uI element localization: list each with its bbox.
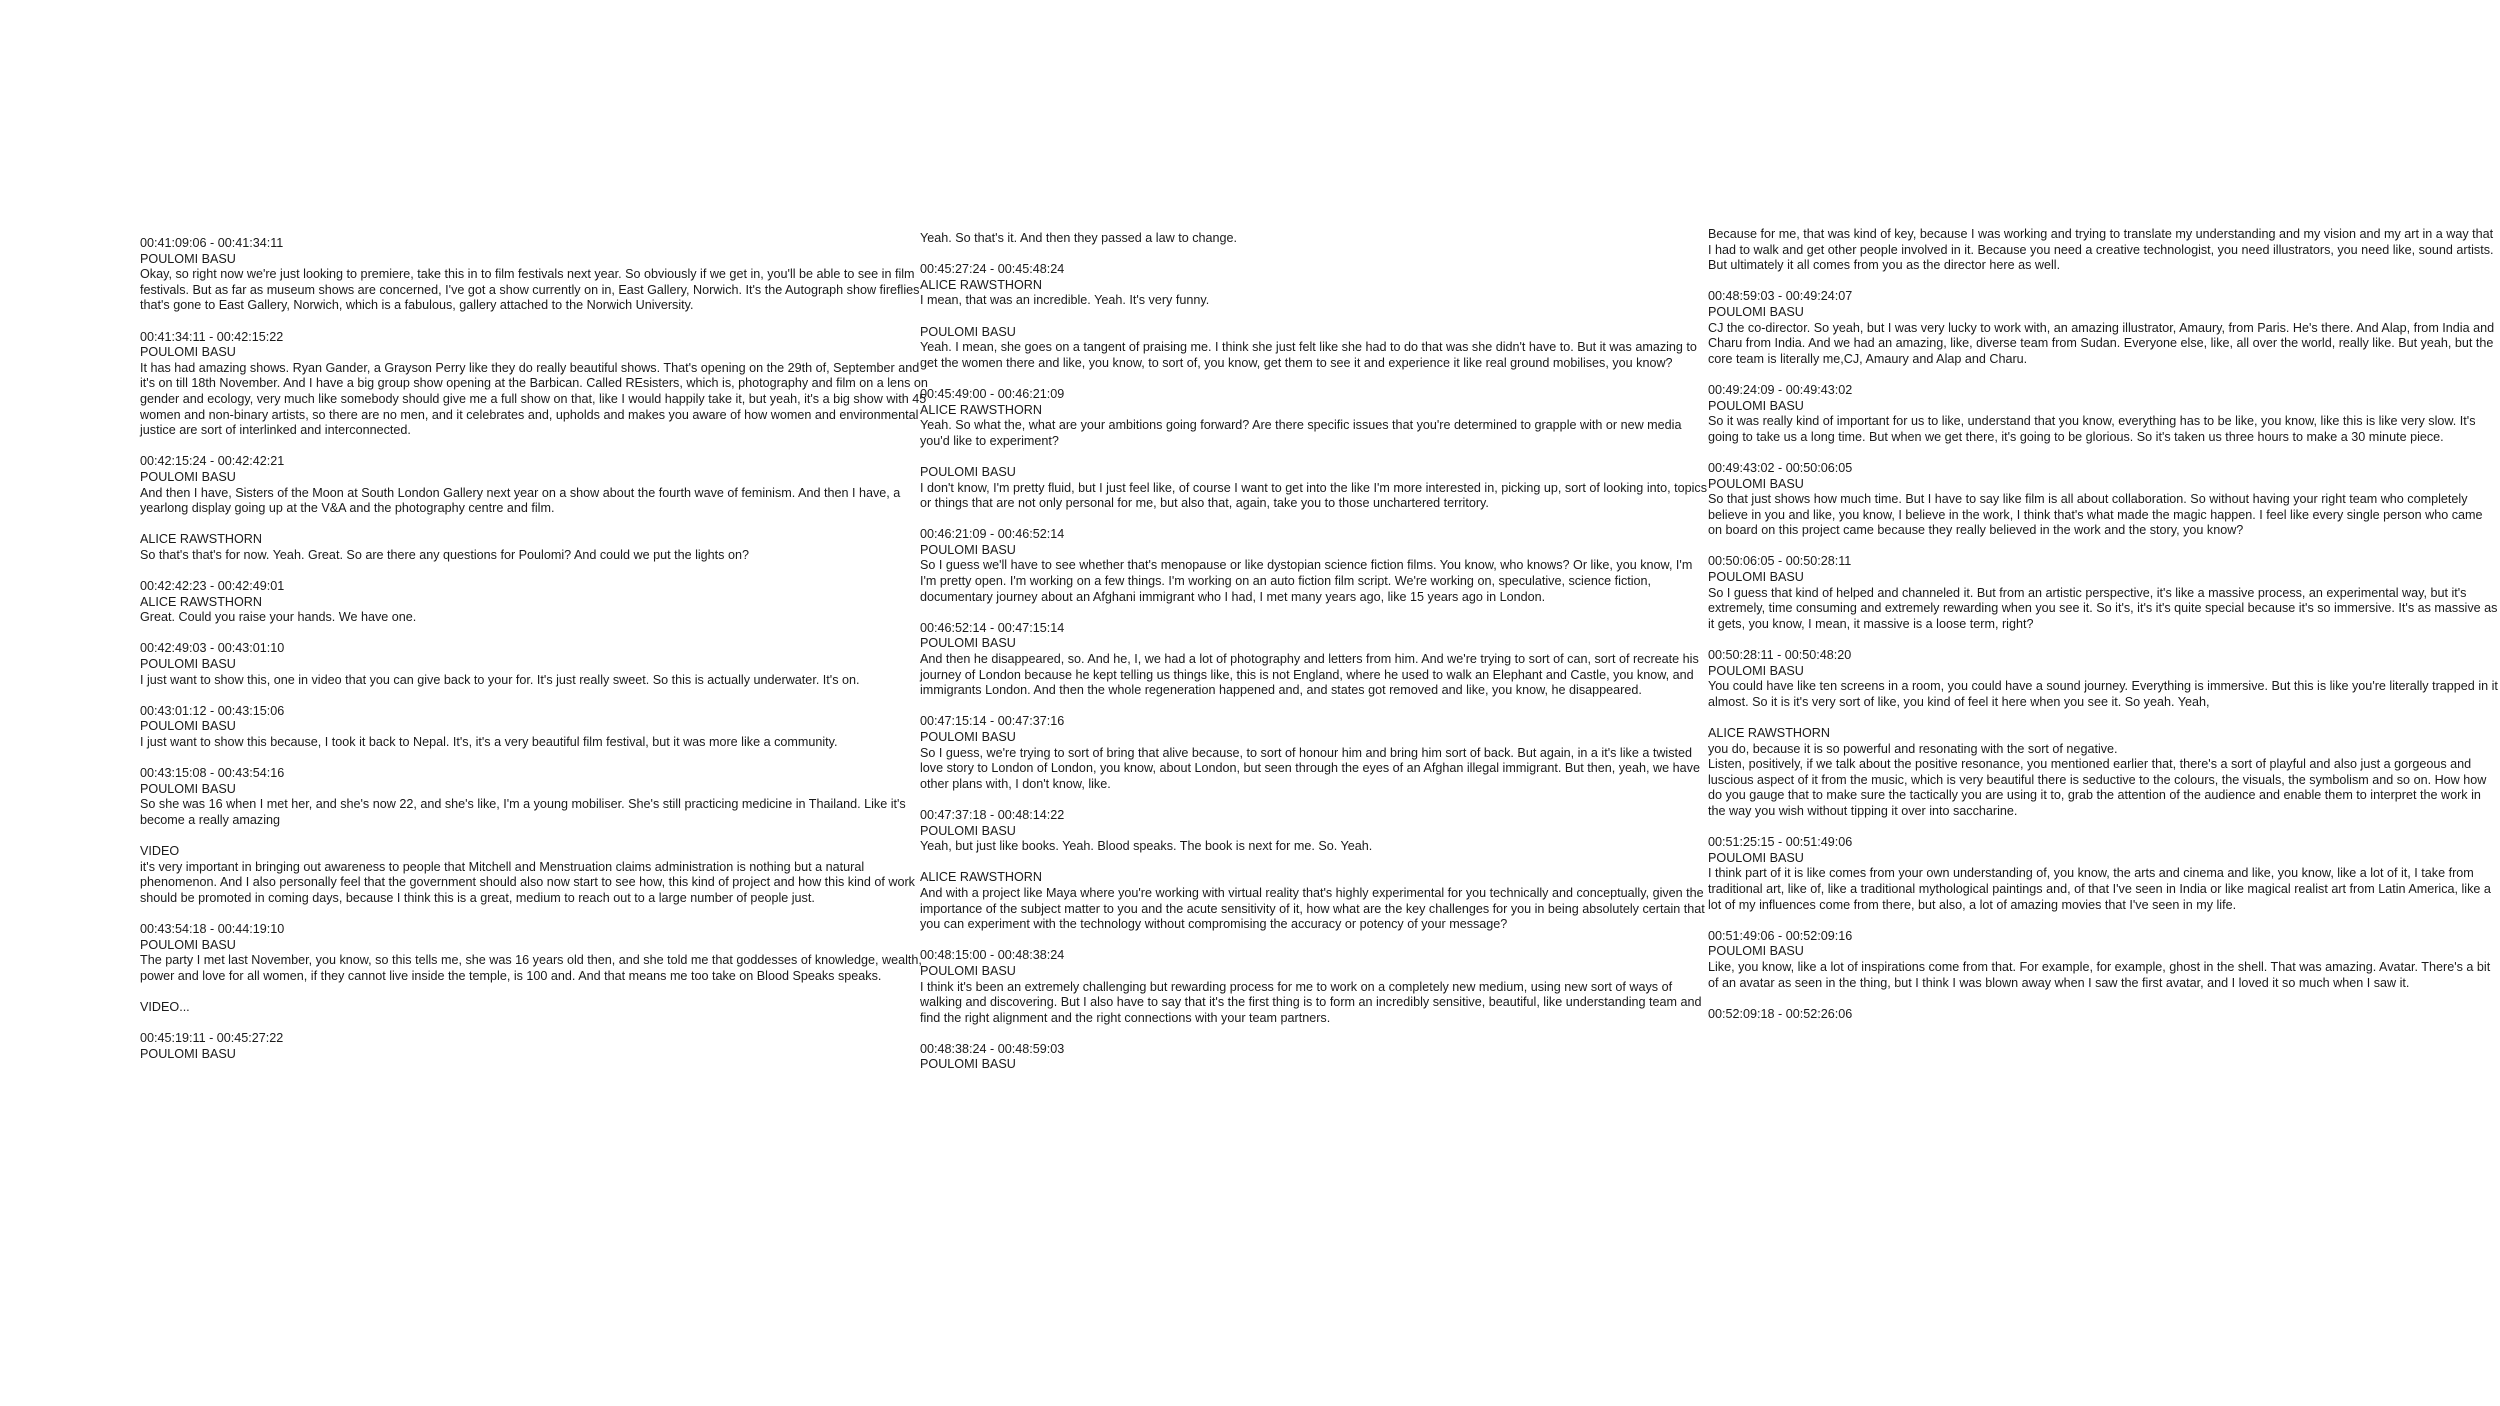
transcript-text: I just want to show this, one in video that you can give back to your for. It's just really sweet. So this is actually underwater. It's on. (140, 672, 860, 687)
transcript-text: So that just shows how much time. But I have to say like film is all about collaboration. So without having your right team who completely believe in you and like, you know, I believe in the work, I think that's what made the magic happen. I feel like every single person who came on board on this project came because they really believed in the work and the story, you know? (1708, 492, 2483, 538)
timestamp: 00:45:49:00 - 00:46:21:09 (920, 386, 1065, 401)
speaker-name: POULOMI BASU (1708, 570, 1804, 585)
speaker-name: ALICE RAWSTHORN (920, 277, 1042, 292)
transcript-block (920, 1042, 1710, 1073)
transcript-block (1708, 929, 2498, 991)
transcript-block (140, 641, 930, 688)
transcript-text: I don't know, I'm pretty fluid, but I just feel like, of course I want to get into the like I'm more interested in, picking up, sort of looking into, topics or things that are not only personal for me, but also that, again, take you to those unchartered territory. (920, 480, 1708, 511)
transcript-block (140, 922, 930, 984)
transcript-block (140, 766, 930, 828)
speaker-name: POULOMI BASU (920, 636, 1016, 651)
transcript-text: CJ the co-director. So yeah, but I was very lucky to work with, an amazing illustrator, Amaury, from Paris. He's there. And Alap, from India and Charu from India. And we had an amazing, like, diverse team from Sudan. Everyone else, like, all over the world, really like. But yeah, but the core team is literally me,CJ, Amaury and Alap and Charu. (1708, 320, 2495, 366)
transcript-text: And with a project like Maya where you're working with virtual reality that's highly experimental for you technically and conceptually, given the importance of the subject matter to you and the acute sensitivity of it, how what are the key challenges for you in being absolutely certain that you can experiment with the technology without compromising the accuracy or potency of your message? (920, 885, 1705, 932)
speaker-name: POULOMI BASU (920, 1057, 1016, 1072)
timestamp: 00:48:38:24 - 00:48:59:03 (920, 1041, 1065, 1056)
speaker-name: POULOMI BASU (140, 937, 236, 952)
transcript-block (1708, 648, 2498, 710)
speaker-name: POULOMI BASU (140, 657, 236, 672)
timestamp: 00:46:52:14 - 00:47:15:14 (920, 620, 1065, 635)
transcript-block (920, 262, 1710, 309)
transcript-text: Yeah. So what the, what are your ambitions going forward? Are there specific issues that you're determined to grapple with or new media you'd like to experiment? (920, 418, 1682, 448)
speaker-name: POULOMI BASU (140, 345, 236, 360)
timestamp: 00:50:06:05 - 00:50:28:11 (1708, 554, 1852, 569)
speaker-name: POULOMI BASU (140, 469, 236, 484)
speaker-name: POULOMI BASU (1708, 944, 1804, 959)
transcript-text: So it was really kind of important for us to like, understand that you know, everything has to be like, you know, like this is like very slow. It's going to take us a long time. But when we get there, it's going to be glorious. So it's taken us three hours to make a 30 minute piece. (1708, 414, 2476, 444)
transcript-block (920, 527, 1710, 605)
transcript-text: So I guess that kind of helped and channeled it. But from an artistic perspective, it's like a massive process, an experimental way, but it's extremely, time consuming and extremely rewarding when you see it. So it's, it's it's quite special because it's so immersive. It's as massive as it gets, you know, I mean, it massive is a loose term, right? (1708, 585, 2498, 631)
timestamp: 00:45:27:24 - 00:45:48:24 (920, 262, 1065, 277)
transcript-block (140, 1000, 930, 1016)
transcript-text: So I guess we'll have to see whether that's menopause or like dystopian science fiction films. You know, who knows? Or like, you know, I'm I'm pretty open. I'm working on a few things. I'm working on an auto fiction film script. We're working on, speculative, science fiction, documentary journey about an Afghani immigrant who I had, I met many years ago, like 15 years ago in London. (920, 558, 1693, 604)
speaker-name: POULOMI BASU (1708, 850, 1804, 865)
transcript-block (920, 808, 1710, 855)
transcript-text: Yeah. So that's it. And then they passed a law to change. (920, 231, 1238, 245)
timestamp: 00:43:15:08 - 00:43:54:16 (140, 766, 285, 781)
transcript-block (1708, 383, 2498, 445)
transcript-text: And then I have, Sisters of the Moon at South London Gallery next year on a show about the fourth wave of feminism. And then I have, a yearlong display going up at the V&A and the photography centre and film. (140, 485, 901, 516)
speaker-name: ALICE RAWSTHORN (1708, 726, 1830, 740)
timestamp: 00:48:15:00 - 00:48:38:24 (920, 948, 1065, 963)
timestamp: 00:52:09:18 - 00:52:26:06 (1708, 1006, 1853, 1021)
timestamp: 00:49:24:09 - 00:49:43:02 (1708, 382, 1853, 397)
timestamp: 00:49:43:02 - 00:50:06:05 (1708, 460, 1853, 475)
column-content (140, 236, 930, 1078)
speaker-name: POULOMI BASU (140, 1046, 236, 1061)
speaker-name: POULOMI BASU (920, 730, 1016, 744)
timestamp: 00:42:49:03 - 00:43:01:10 (140, 641, 285, 656)
transcript-block (1708, 1007, 2498, 1023)
transcript-block (1708, 726, 2498, 820)
transcript-text: The party I met last November, you know, so this tells me, she was 16 years old then, and she told me that goddesses of knowledge, wealth, power and love for all women, if they cannot live inside the temple, is 100 and. And that means me too take on Blood Speaks speaks. (140, 953, 922, 983)
speaker-name: ALICE RAWSTHORN (920, 870, 1042, 885)
transcript-block (920, 870, 1710, 932)
transcript-text: So that's that's for now. Yeah. Great. So are there any questions for Poulomi? And could we put the lights on? (140, 547, 749, 562)
transcript-column-2 (920, 0, 1710, 1406)
transcript-block (140, 1031, 930, 1062)
timestamp: 00:41:34:11 - 00:42:15:22 (140, 329, 284, 344)
speaker-name: POULOMI BASU (920, 542, 1016, 557)
transcript-block (920, 714, 1710, 792)
transcript-block (920, 387, 1710, 449)
transcript-block (140, 454, 930, 516)
transcript-block (920, 325, 1710, 372)
transcript-block (140, 236, 930, 314)
speaker-name: POULOMI BASU (140, 251, 236, 266)
transcript-text: I think it's been an extremely challenging but rewarding process for me to work on a completely new medium, using new sort of ways of walking and discovering. But I also have to say that it's the first thing is to form an incredibly sensitive, beautiful, like understanding team and find the right alignment and the right connections with your team partners. (920, 979, 1702, 1025)
speaker-name: POULOMI BASU (140, 719, 236, 734)
transcript-text: So she was 16 when I met her, and she's now 22, and she's like, I'm a young mobiliser. She's still practicing medicine in Thailand. Like it's become a really amazing (140, 797, 906, 827)
speaker-name: ALICE RAWSTHORN (140, 532, 262, 547)
speaker-name: POULOMI BASU (1708, 476, 1804, 491)
speaker-name: POULOMI BASU (920, 823, 1016, 838)
transcript-text: it's very important in bringing out awareness to people that Mitchell and Menstruation claims administration is nothing but a natural phenomenon. And I also personally feel that the government should also now start to see how, this kind of project and how this kind of work should be promoted in coming days, because I think this is a great, medium to reach out to a large number of people just. (140, 859, 915, 905)
timestamp: 00:47:15:14 - 00:47:37:16 (920, 714, 1065, 729)
transcript-block (140, 704, 930, 751)
speaker-name: ALICE RAWSTHORN (920, 402, 1042, 417)
transcript-text: I think part of it is like comes from your own understanding of, you know, the arts and cinema and like, you know, like a lot of it, I take from traditional art, like of, like a traditional mythological paintings and, of that I've seen in India or like magical realist art from Latin America, like a lot of my influences come from there, but also, a lot of amazing movies that I've seen in my life. (1708, 866, 2491, 912)
timestamp: 00:42:15:24 - 00:42:42:21 (140, 454, 285, 469)
timestamp: 00:48:59:03 - 00:49:24:07 (1708, 289, 1853, 304)
speaker-name: ALICE RAWSTHORN (140, 594, 262, 609)
transcript-block (920, 621, 1710, 699)
transcript-block (920, 948, 1710, 1026)
transcript-text: I mean, that was an incredible. Yeah. It's very funny. (920, 293, 1210, 308)
transcript-text: And then he disappeared, so. And he, I, we had a lot of photography and letters from him. And we're trying to sort of can, sort of recreate his journey of London because he kept telling us things like, this is not England, where he used to walk an Elephant and Castle, you know, and immigrants London. And then the whole regeneration happened and, and states got removed and like, you know, he disappeared. (920, 652, 1699, 698)
transcript-text: Listen, positively, if we talk about the positive resonance, you mentioned earlier that, there's a sort of playful and also just a gorgeous and luscious aspect of it from the music, which is very beautiful there is seductive to the colours, the visuals, the symbolism and so on. How how do you gauge that to make sure the tactically you are using it to, grab the attention of the audience and enable them to interpret the work in the way you wish without tipping it over into saccharine. (1708, 757, 2487, 818)
timestamp: 00:43:54:18 - 00:44:19:10 (140, 922, 285, 937)
transcript-block (1708, 461, 2498, 539)
timestamp: 00:45:19:11 - 00:45:27:22 (140, 1031, 284, 1046)
transcript-text: Yeah. I mean, she goes on a tangent of praising me. I think she just felt like she had to do that was she didn't have to. But it was amazing to get the women there and like, you know, to sort of, you know, get them to see it and experience it like real ground mobilises, you know? (920, 340, 1697, 370)
transcript-text: It has had amazing shows. Ryan Gander, a Grayson Perry like they do really beautiful shows. That's opening on the 29th of, September and it's on till 18th November. And I have a big group show opening at the Barbican. Called REsisters, which is, photography and film on a lens on gender and ecology, very much like somebody should give me a full show on that, like I would happily take it, but yeah, it's a big show with 45 women and non-binary artists, so there are no men, and it celebrates and, upholds and makes you aware of how women and environmental justice are sort of interlinked and interconnected. (140, 360, 928, 438)
speaker-name: POULOMI BASU (920, 963, 1016, 978)
timestamp: 00:41:09:06 - 00:41:34:11 (140, 236, 284, 250)
timestamp: 00:50:28:11 - 00:50:48:20 (1708, 648, 1852, 663)
transcript-text: Okay, so right now we're just looking to premiere, take this in to film festivals next year. So obviously if we get in, you'll be able to see in film festivals. But as far as museum shows are concerned, I've got a show currently on in, East Gallery, Norwich. It's the Autograph show fireflies that's gone to East Gallery, Norwich, which is a fabulous, gallery attached to the Norwich University. (140, 267, 920, 313)
transcript-text: Great. Could you raise your hands. We have one. (140, 610, 417, 625)
transcript-column-1 (140, 0, 930, 1406)
transcript-block (1708, 227, 2498, 274)
column-content (920, 231, 1710, 1089)
timestamp: 00:47:37:18 - 00:48:14:22 (920, 807, 1065, 822)
transcript-text: Yeah, but just like books. Yeah. Blood speaks. The book is next for me. So. Yeah. (920, 839, 1373, 854)
transcript-block (140, 532, 930, 563)
speaker-name: POULOMI BASU (1708, 663, 1804, 678)
transcript-block (1708, 554, 2498, 632)
transcript-block (920, 465, 1710, 512)
speaker-name: VIDEO (140, 844, 180, 859)
speaker-name: POULOMI BASU (140, 781, 236, 796)
speaker-name: VIDEO... (140, 1000, 190, 1015)
transcript-block (1708, 835, 2498, 913)
transcript-text: I just want to show this because, I took it back to Nepal. It's, it's a very beautiful film festival, but it was more like a community. (140, 735, 838, 749)
timestamp: 00:51:25:15 - 00:51:49:06 (1708, 835, 1853, 850)
timestamp: 00:46:21:09 - 00:46:52:14 (920, 527, 1065, 542)
transcript-text: You could have like ten screens in a room, you could have a sound journey. Everything is immersive. But this is like you're literally trapped in it almost. So it is it's very sort of like, you kind of feel it here when you see it. So yeah. Yeah, (1708, 679, 2498, 709)
transcript-text: you do, because it is so powerful and resonating with the sort of negative. (1708, 741, 2118, 756)
transcript-text: So I guess, we're trying to sort of bring that alive because, to sort of honour him and bring him sort of back. But again, in a it's like a twisted love story to London of London, you know, about London, but seen through the eyes of an Afghan illegal immigrant. But then, yeah, we have other plans with, I don't know, like. (920, 745, 1700, 791)
speaker-name: POULOMI BASU (1708, 398, 1804, 413)
speaker-name: POULOMI BASU (1708, 304, 1804, 319)
transcript-block (920, 231, 1710, 247)
transcript-block (140, 579, 930, 626)
timestamp: 00:42:42:23 - 00:42:49:01 (140, 579, 285, 594)
transcript-column-3 (1708, 0, 2498, 1406)
transcript-text: Because for me, that was kind of key, because I was working and trying to translate my understanding and my vision and my art in a way that I had to walk and get other people involved in it. Because you need a creative technologist, you need illustrators, you need like, sound artists. But ultimately it all comes from you as the director here as well. (1708, 227, 2494, 273)
transcript-text: Like, you know, like a lot of inspirations come from that. For example, for example, ghost in the shell. That was amazing. Avatar. There's a bit of an avatar as seen in the thing, but I think I was blown away when I saw the first avatar, and I loved it so much when I saw it. (1708, 959, 2491, 990)
timestamp: 00:43:01:12 - 00:43:15:06 (140, 703, 285, 718)
timestamp: 00:51:49:06 - 00:52:09:16 (1708, 928, 1853, 943)
column-content (1708, 227, 2498, 1038)
transcript-block (140, 844, 930, 906)
speaker-name: POULOMI BASU (920, 464, 1016, 479)
transcript-block (1708, 289, 2498, 367)
transcript-block (140, 330, 930, 439)
speaker-name: POULOMI BASU (920, 324, 1016, 339)
